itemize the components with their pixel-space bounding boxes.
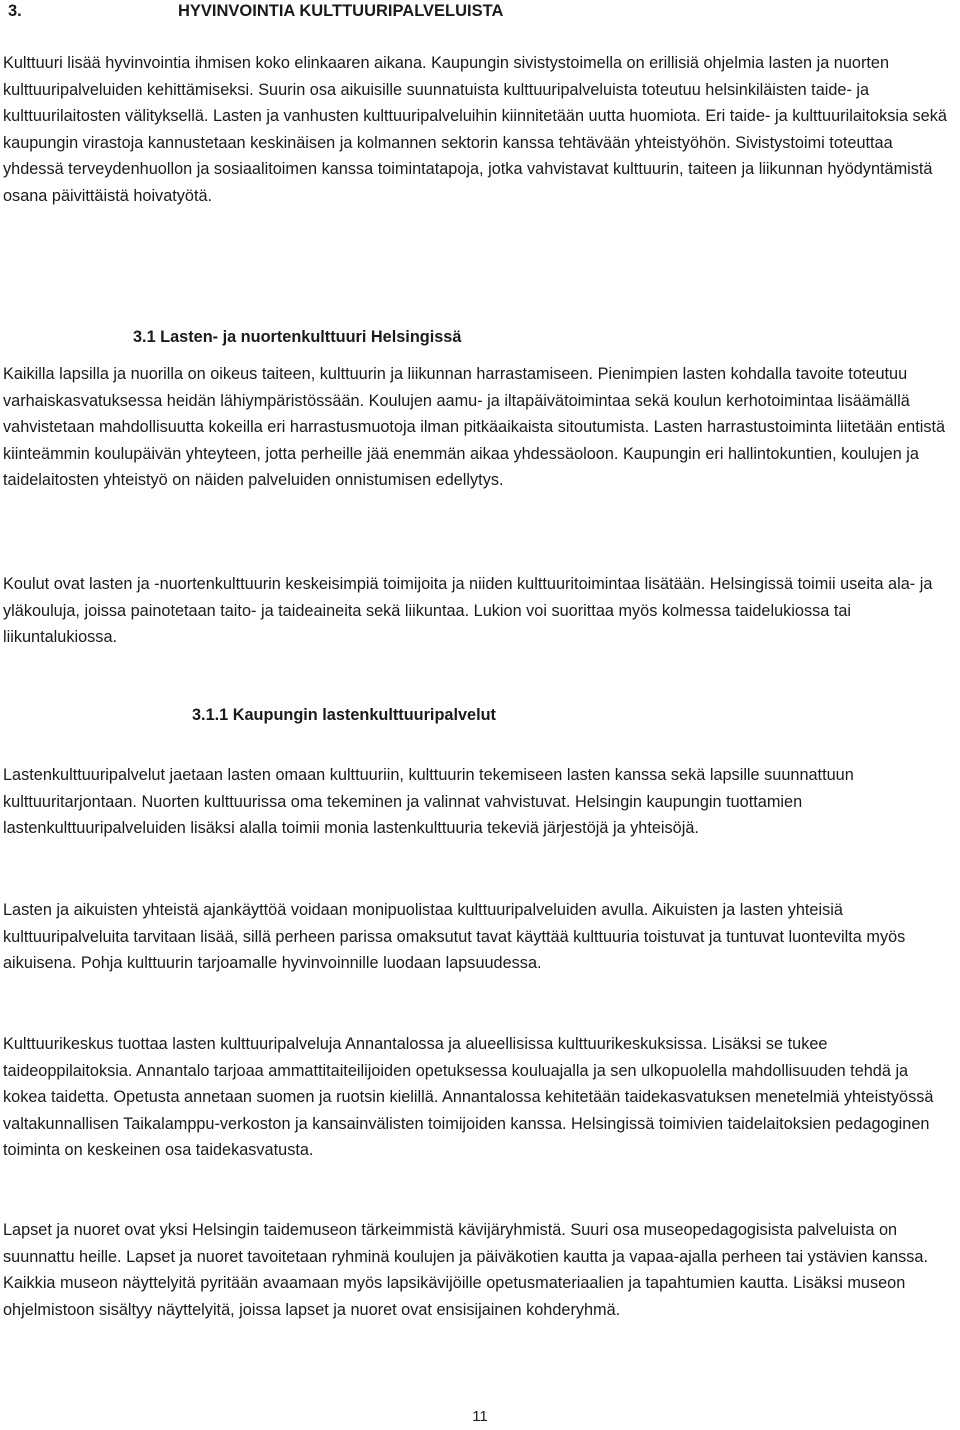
children-paragraph-2: Koulut ovat lasten ja -nuortenkulttuurin keskeisimpiä toimijoita ja niiden kulttuuritoimintaa lisätään. Helsingissä toimii useita ala- ja yläkouluja, joissa painotetaan taito- ja taideaineita sekä liikuntaa. Lukion voi suorittaa myös kolmessa taidelukiossa tai liikuntalukiossa. bbox=[3, 575, 933, 647]
services-paragraph-2: Lasten ja aikuisten yhteistä ajankäyttöä voidaan monipuolistaa kulttuuripalveluiden avulla. Aikuisten ja lasten yhteisiä kulttuuripalveluita tarvitaan lisää, sillä perheen parissa omaksutut tavat käyttää kulttuuria toistuvat ja tuntuvat luontevilta myös aikuisena. Pohja kulttuurin tarjoamalle hyvinvoinnille luodaan lapsuudessa. bbox=[3, 901, 906, 973]
intro-paragraph: Kulttuuri lisää hyvinvointia ihmisen koko elinkaaren aikana. Kaupungin sivistystoimella on erillisiä ohjelmia lasten ja nuorten kulttuuripalveluiden kehittämiseksi. Suurin osa aikuisille suunnatuista kulttuuripalveluista toteutuu helsinkiläisten taide- ja kulttuurilaitosten välityksellä. Lasten ja vanhusten kulttuuripalveluihin kiinnitetään uutta huomiota. Eri taide- ja kulttuurilaitoksia sekä kaupungin virastoja kannustetaan keskinäisen ja kolmannen sektorin kanssa tehtävään yhteistyöhön. Sivistystoimi toteuttaa yhdessä terveydenhuollon ja sosiaalitoimen kanssa toimintatapoja, jotka vahvistavat kulttuurin, taiteen ja liikunnan hyödyntämistä osana päivittäistä hoivatyötä. bbox=[3, 54, 947, 205]
subsection-heading-3-1: 3.1 Lasten- ja nuortenkulttuuri Helsingissä bbox=[133, 328, 462, 346]
subsection-heading-3-1-1: 3.1.1 Kaupungin lastenkulttuuripalvelut bbox=[192, 706, 496, 724]
services-paragraph-1: Lastenkulttuuripalvelut jaetaan lasten omaan kulttuuriin, kulttuurin tekemiseen lasten kanssa sekä lapsille suunnattuun kulttuuritarjontaan. Nuorten kulttuurissa oma tekeminen ja valinnat vahvistuvat. Helsingin kaupungin tuottamien lastenkulttuuripalveluiden lisäksi alalla toimii monia lastenkulttuuria tekeviä järjestöjä ja yhteisöjä. bbox=[3, 766, 854, 838]
children-paragraph-1: Kaikilla lapsilla ja nuorilla on oikeus taiteen, kulttuurin ja liikunnan harrastamiseen. Pienimpien lasten kohdalla tavoite toteutuu varhaiskasvatuksessa heidän lähiympäristössään. Koulujen aamu- ja iltapäivätoimintaa sekä koulun kerhotoimintaa lisäämällä vahvistetaan mahdollisuutta kokeilla eri harrastusmuotoja ilman pitkäaikaista sitoutumista. Lasten harrastustoiminta liitetään entistä kiinteämmin koulupäivän yhteyteen, jotta perheille jää enemmän aikaa yhdessäoloon. Kaupungin eri hallintokuntien, koulujen ja taidelaitosten yhteistyö on näiden palveluiden onnistumisen edellytys. bbox=[3, 365, 946, 490]
section-heading bbox=[8, 2, 503, 21]
section-number: 3. bbox=[8, 2, 22, 20]
page-number: 11 bbox=[472, 1408, 488, 1425]
services-paragraph-4: Lapset ja nuoret ovat yksi Helsingin taidemuseon tärkeimmistä kävijäryhmistä. Suuri osa museopedagogisista palveluista on suunnattu heille. Lapset ja nuoret tavoitetaan ryhminä koulujen ja päiväkotien kautta ja vapaa-ajalla perheen tai ystävien kanssa. Kaikkia museon näyttelyitä pyritään avaamaan myös lapsikävijöille opetusmateriaalien ja tapahtumien kautta. Lisäksi museon ohjelmistoon sisältyy näyttelyitä, joissa lapset ja nuoret ovat ensisijainen kohderyhmä. bbox=[3, 1221, 929, 1319]
services-paragraph-3: Kulttuurikeskus tuottaa lasten kulttuuripalveluja Annantalossa ja alueellisissa kulttuurikeskuksissa. Lisäksi se tukee taideoppilaitoksia. Annantalo tarjoaa ammattitaiteilijoiden opetuksessa kouluajalla ja sen ulkopuolella mahdollisuuden tehdä ja kokea taidetta. Opetusta annetaan suomen ja ruotsin kielillä. Annantalossa kehitetään taidekasvatuksen menetelmiä yhteistyössä valtakunnallisen Taikalamppu-verkoston ja kansainvälisten toimijoiden kanssa. Helsingissä toimivien taidelaitoksien pedagoginen toiminta on keskeinen osa taidekasvatusta. bbox=[3, 1035, 934, 1160]
section-title: HYVINVOINTIA KULTTUURIPALVELUISTA bbox=[178, 2, 504, 20]
